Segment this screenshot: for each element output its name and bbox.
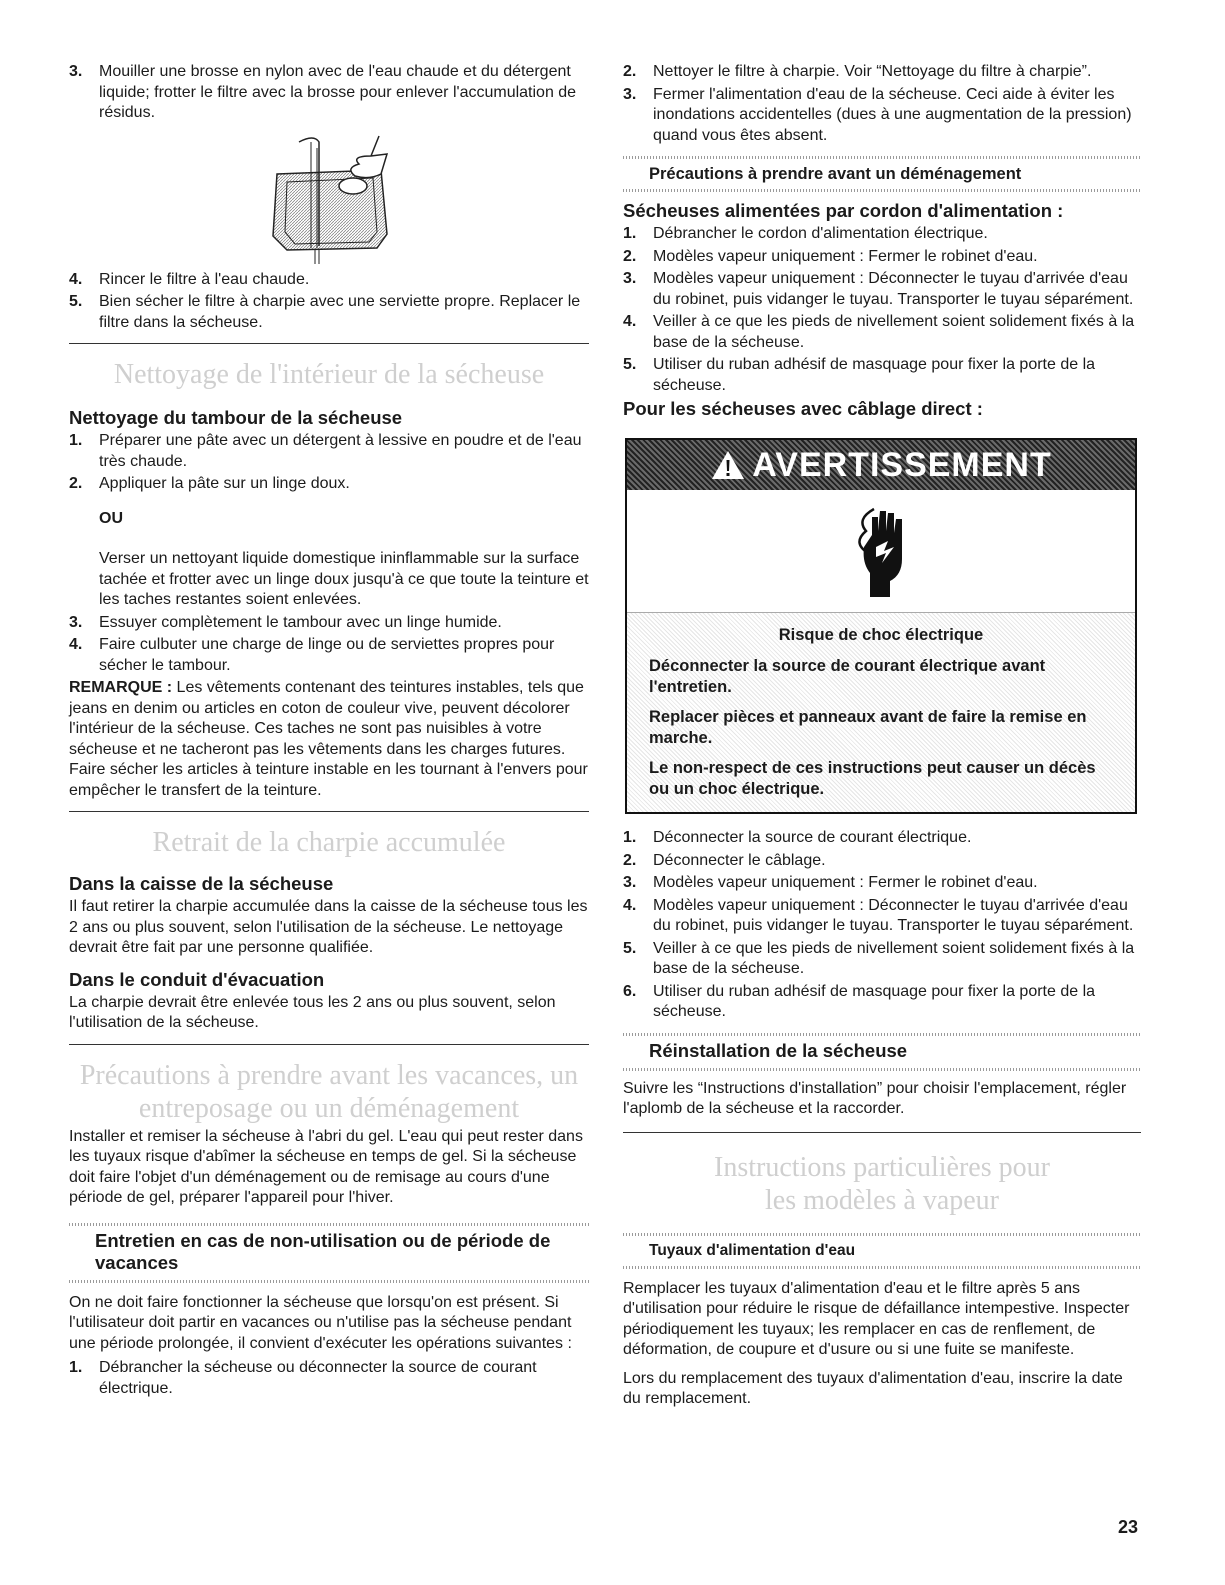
subsection-title: Précautions à prendre avant un déménagement bbox=[649, 165, 1022, 183]
warning-line: Déconnecter la source de courant électrique avant l'entretien. bbox=[649, 657, 1046, 696]
warning-body bbox=[627, 625, 1135, 812]
list-item: 4. Modèles vapeur uniquement : Déconnecter le tuyau d'arrivée d'eau du robinet, puis vidanger le tuyau. Transporter le tuyau séparément. bbox=[623, 896, 1134, 934]
list-item: 2. Déconnecter le câblage. bbox=[623, 851, 826, 869]
list-item: 3. Mouiller une brosse en nylon avec de l'eau chaude et du détergent liquide; frotter le filtre avec la brosse pour enlever l'accumulation de résidus. bbox=[69, 63, 577, 121]
paragraph: Lors du remplacement des tuyaux d'alimentation d'eau, inscrire la date du remplacement. bbox=[623, 1369, 1123, 1407]
warning-line: Le non-respect de ces instructions peut causer un décès ou un choc électrique. bbox=[649, 759, 1096, 798]
list-item: 1. Débrancher le cordon d'alimentation électrique. bbox=[623, 225, 988, 242]
list-item: 2. Nettoyer le filtre à charpie. Voir “Nettoyage du filtre à charpie”. bbox=[623, 63, 1092, 80]
section-title-line2: les modèles à vapeur bbox=[764, 1184, 1000, 1216]
list-item: 5. Veiller à ce que les pieds de nivellement soient solidement fixés à la base de la sécheuse. bbox=[623, 939, 1135, 977]
list-item: 3. Modèles vapeur uniquement : Déconnecter le tuyau d'arrivée d'eau du robinet, puis vidanger le tuyau. Transporter le tuyau séparément. bbox=[623, 270, 1134, 308]
section-title: Précautions à prendre avant les vacances, un bbox=[79, 1059, 579, 1091]
section-title-line2: entreposage ou un déménagement bbox=[138, 1092, 520, 1124]
list-item: 1. Préparer une pâte avec un détergent à lessive en poudre et de l'eau très chaude. bbox=[69, 432, 582, 470]
subsection-title: Pour les sécheuses avec câblage direct : bbox=[623, 398, 983, 419]
warning-triangle-icon bbox=[710, 449, 746, 481]
subsection-title: Sécheuses alimentées par cordon d'alimentation : bbox=[623, 200, 1064, 221]
warning-box bbox=[625, 438, 1137, 814]
divider bbox=[623, 1132, 1141, 1133]
subsection-title: Dans la caisse de la sécheuse bbox=[69, 873, 334, 894]
list-item: 5. Bien sécher le filtre à charpie avec une serviette propre. Replacer le filtre dans la sécheuse. bbox=[69, 293, 581, 331]
paragraph: Suivre les “Instructions d'installation” pour choisir l'emplacement, régler l'aplomb de la sécheuse et la raccorder. bbox=[623, 1079, 1127, 1117]
section-title: Nettoyage de l'intérieur de la sécheuse bbox=[113, 359, 545, 390]
subsection-title: Dans le conduit d'évacuation bbox=[69, 968, 325, 990]
paragraph: On ne doit faire fonctionner la sécheuse que lorsqu'on est présent. Si l'utilisateur doit partir en vacances ou n'utilise pas la sécheuse pendant une période prolongée, il convient d'exécuter les opérations suivantes : bbox=[69, 1293, 572, 1352]
list-item: 4. Faire culbuter une charge de linge ou de serviettes propres pour sécher le tambour. bbox=[69, 636, 555, 674]
list-item: 4. Rincer le filtre à l'eau chaude. bbox=[69, 270, 310, 288]
divider bbox=[69, 343, 589, 344]
list-item: 6. Utiliser du ruban adhésif de masquage pour fixer la porte de la sécheuse. bbox=[623, 982, 1096, 1020]
subsection-title: Tuyaux d'alimentation d'eau bbox=[649, 1241, 856, 1259]
list-item: 1. Déconnecter la source de courant électrique. bbox=[623, 829, 972, 846]
list-item: 2. Appliquer la pâte sur un linge doux. bbox=[69, 475, 350, 492]
section-title: Instructions particulières pour bbox=[714, 1151, 1050, 1183]
paragraph: Il faut retirer la charpie accumulée dans la caisse de la sécheuse tous les 2 ans ou plus souvent, selon l'utilisation de la sécheuse. Le nettoyage devrait être fait par une personne qualifiée. bbox=[69, 898, 588, 956]
lint-filter-brush-illustration bbox=[259, 128, 399, 268]
paragraph: Verser un nettoyant liquide domestique ininflammable sur la surface tachée et frotter avec un linge doux jusqu'à ce que toute la teinture et les taches restantes soient enlevées. bbox=[99, 550, 589, 608]
dotted-divider bbox=[623, 1068, 1141, 1071]
list-item: 4. Veiller à ce que les pieds de nivellement soient solidement fixés à la base de la sécheuse. bbox=[623, 313, 1135, 351]
paragraph: Installer et remiser la sécheuse à l'abri du gel. L'eau qui peut rester dans les tuyaux risque d'abîmer la sécheuse en temps de gel. Si la sécheuse doit faire l'objet d'un déménagement ou de remisage au cours d'une période de gel, préparer l'appareil pour l'hiver. bbox=[69, 1127, 583, 1206]
subsection-title: Nettoyage du tambour de la sécheuse bbox=[69, 407, 403, 428]
subsection-title: Entretien en cas de non-utilisation ou de période de vacances bbox=[95, 1229, 551, 1273]
list-item: 1. Débrancher la sécheuse ou déconnecter la source de courant électrique. bbox=[69, 1359, 537, 1397]
electric-shock-hand-icon bbox=[846, 501, 916, 601]
right-column bbox=[623, 62, 1141, 1410]
list-item: 5. Utiliser du ruban adhésif de masquage pour fixer la porte de la sécheuse. bbox=[623, 356, 1096, 394]
warning-illustration-area bbox=[627, 490, 1135, 613]
subsection-title: Réinstallation de la sécheuse bbox=[649, 1039, 908, 1061]
list-item: 3. Essuyer complètement le tambour avec un linge humide. bbox=[69, 613, 502, 631]
list-item: 3. Fermer l'alimentation d'eau de la sécheuse. Ceci aide à éviter les inondations accidentelles (dues à une augmentation de la pression) quand vous êtes absent. bbox=[623, 85, 1132, 144]
note-paragraph: REMARQUE : Les vêtements contenant des teintures instables, tels que jeans en denim ou articles en coton de couleur vive, peuvent décolorer l'intérieur de la sécheuse. Ces taches ne sont pas nuisibles à votre sécheuse et ne tacheront pas les vêtements dans les charges futures. Faire sécher les articles à teinture instable en les tournant à l'envers pour empêcher le transfert de la teinture. bbox=[69, 679, 588, 799]
divider bbox=[69, 811, 589, 812]
list-item: 3. Modèles vapeur uniquement : Fermer le robinet d'eau. bbox=[623, 874, 1038, 891]
or-label: OU bbox=[99, 509, 123, 527]
divider bbox=[69, 1044, 589, 1045]
dotted-divider bbox=[623, 189, 1141, 192]
dotted-divider bbox=[69, 1280, 589, 1283]
dotted-divider bbox=[623, 1266, 1141, 1269]
warning-header: AVERTISSEMENT bbox=[627, 440, 1135, 490]
list-item: 2. Modèles vapeur uniquement : Fermer le robinet d'eau. bbox=[623, 247, 1038, 265]
page-number: 23 bbox=[1118, 1517, 1139, 1537]
warning-risk: Risque de choc électrique bbox=[778, 626, 984, 644]
section-title: Retrait de la charpie accumulée bbox=[152, 827, 506, 858]
left-column bbox=[69, 62, 589, 1401]
warning-line: Replacer pièces et panneaux avant de faire la remise en marche. bbox=[649, 708, 1087, 747]
paragraph: La charpie devrait être enlevée tous les 2 ans ou plus souvent, selon l'utilisation de la sécheuse. bbox=[69, 993, 556, 1031]
paragraph: Remplacer les tuyaux d'alimentation d'eau et le filtre après 5 ans d'utilisation pour réduire le risque de défaillance intempestive. Inspecter périodiquement les tuyaux; les remplacer en cas de renflement, de déformation, de coupure et d'usure ou si une fuite se manifeste. bbox=[623, 1279, 1130, 1358]
